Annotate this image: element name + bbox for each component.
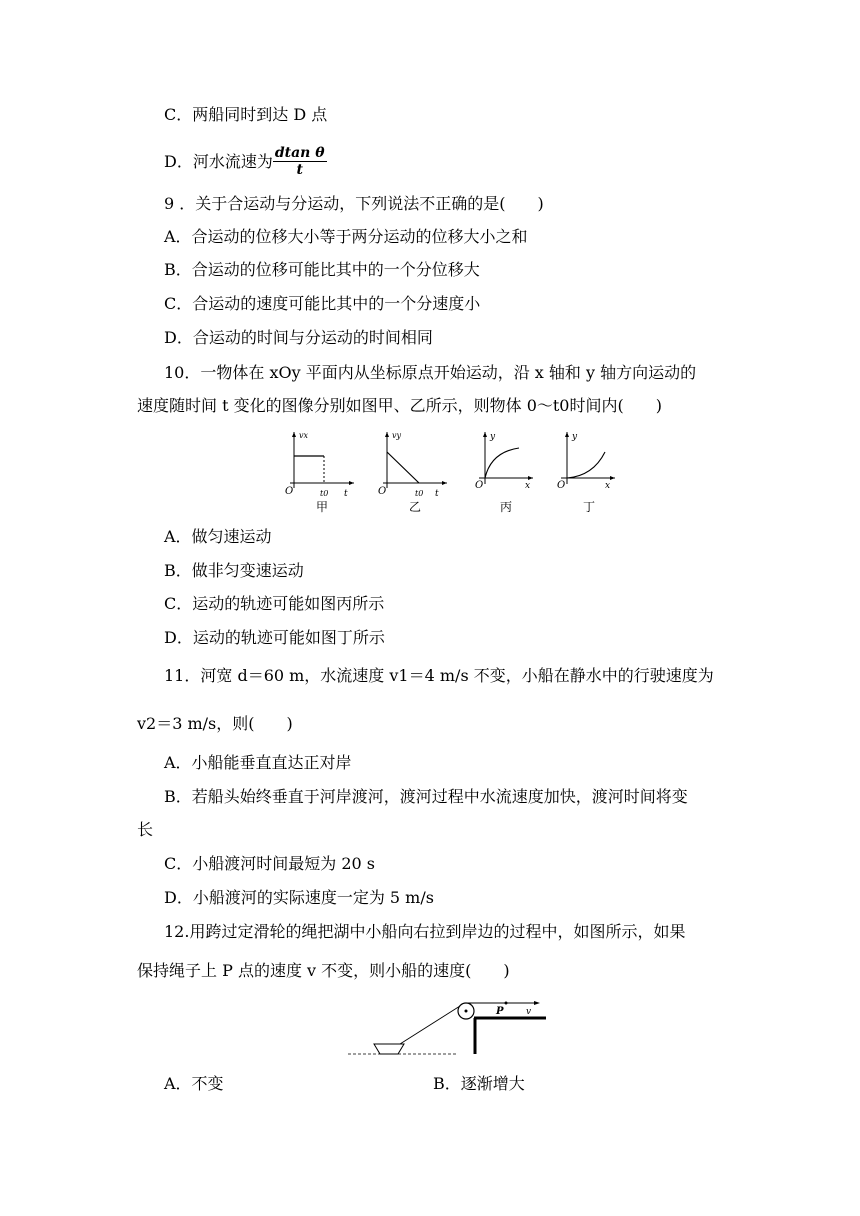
fig-ding-ylabel: y	[572, 432, 578, 442]
q11-stem-line2: v2＝3 m/s，则( )	[137, 714, 293, 733]
figure-yi	[375, 428, 450, 516]
q8-fraction	[273, 145, 327, 178]
q11-option-c: C．小船渡河时间最短为 20 s	[164, 854, 375, 873]
q9-option-a: A．合运动的位移大小等于两分运动的位移大小之和	[164, 227, 528, 246]
fig-bing-xlabel: x	[525, 481, 531, 491]
q8-option-c-text: C．两船同时到达 D 点	[164, 105, 328, 124]
q11-option-d: D．小船渡河的实际速度一定为 5 m/s	[164, 888, 434, 907]
q9-option-c: C．合运动的速度可能比其中的一个分速度小	[164, 294, 481, 313]
q10-option-c: C．运动的轨迹可能如图丙所示	[164, 594, 385, 613]
fig-yi-t0: t0	[415, 489, 424, 498]
fig-ding-caption: 丁	[583, 500, 596, 514]
q10-option-b: B．做非匀变速运动	[164, 561, 304, 580]
q11-option-a: A．小船能垂直直达正对岸	[164, 753, 352, 772]
fig-yi-xlabel: t	[435, 489, 439, 499]
fig-bing-caption: 丙	[500, 500, 513, 514]
q11-option-b-cont: 长	[137, 820, 154, 839]
fig-bing-origin: O	[475, 480, 484, 491]
fraction-denominator: t	[296, 162, 303, 178]
q10-option-d: D．运动的轨迹可能如图丁所示	[164, 628, 385, 647]
fig-yi-ylabel: vy	[392, 431, 402, 440]
q12-stem-line1: 12.用跨过定滑轮的绳把湖中小船向右拉到岸边的过程中，如图所示，如果	[164, 922, 686, 941]
fraction-numerator: dtan θ	[274, 145, 325, 161]
pulley-p-label: P	[496, 1006, 504, 1017]
q8-option-d	[164, 146, 327, 179]
fig-ding-origin: O	[557, 480, 566, 491]
q9-option-d: D．合运动的时间与分运动的时间相同	[164, 328, 433, 347]
fig-jia-caption: 甲	[316, 500, 329, 514]
figure-bing	[473, 428, 538, 516]
fig-jia-t0: t0	[320, 489, 329, 498]
fig-jia-xlabel: t	[344, 489, 348, 499]
figure-ding	[555, 428, 620, 516]
fig-yi-caption: 乙	[409, 500, 422, 514]
fig-bing-ylabel: y	[490, 432, 496, 442]
q11-stem-line1: 11．河宽 d＝60 m，水流速度 v1＝4 m/s 不变，小船在静水中的行驶速度为	[164, 666, 714, 685]
q8-option-c	[164, 104, 327, 126]
figure-jia	[282, 428, 357, 516]
pulley-boat-figure	[340, 996, 555, 1060]
q9-stem: 9 ．关于合运动与分运动，下列说法不正确的是( )	[164, 194, 544, 213]
fig-ding-xlabel: x	[605, 481, 611, 491]
q8-option-d-text: D．河水流速为	[164, 152, 273, 171]
fig-jia-ylabel: vx	[299, 431, 309, 440]
q12-option-a: A．不变	[164, 1074, 224, 1093]
pulley-v-label: v	[526, 1007, 532, 1017]
fig-yi-origin: O	[378, 486, 387, 497]
q12-option-b: B．逐渐增大	[433, 1074, 525, 1093]
q10-option-a: A．做匀速运动	[164, 527, 272, 546]
q12-stem-line2: 保持绳子上 P 点的速度 v 不变，则小船的速度( )	[137, 961, 510, 980]
q11-option-b: B．若船头始终垂直于河岸渡河，渡河过程中水流速度加快，渡河时间将变	[164, 787, 688, 806]
q9-option-b: B．合运动的位移可能比其中的一个分位移大	[164, 260, 480, 279]
q10-stem-line2: 速度随时间 t 变化的图像分别如图甲、乙所示，则物体 0～t0时间内( )	[137, 396, 662, 415]
q10-stem-line1: 10．一物体在 xOy 平面内从坐标原点开始运动，沿 x 轴和 y 轴方向运动的	[164, 363, 697, 382]
fig-jia-origin: O	[285, 486, 294, 497]
